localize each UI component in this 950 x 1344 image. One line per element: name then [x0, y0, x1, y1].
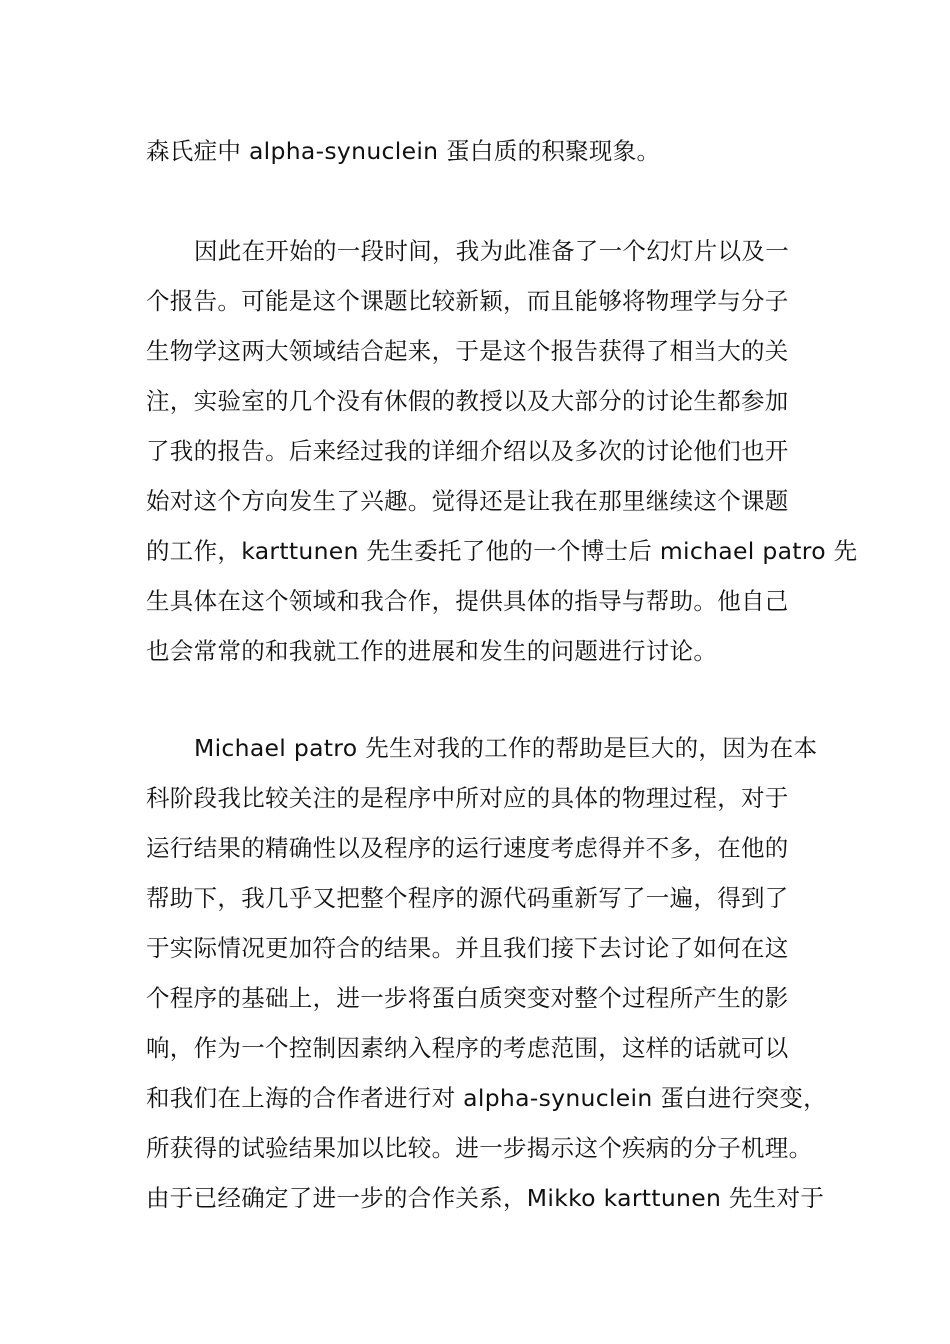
paragraph-2-line-5: 了我的报告。后来经过我的详细介绍以及多次的讨论他们也开 — [146, 437, 789, 465]
paragraph-3-line-6: 个程序的基础上，进一步将蛋白质突变对整个过程所产生的影 — [146, 984, 789, 1012]
paragraph-2-line-3: 生物学这两大领域结合起来，于是这个报告获得了相当大的关 — [146, 337, 789, 365]
paragraph-2-line-6: 始对这个方向发生了兴趣。觉得还是让我在那里继续这个课题 — [146, 487, 789, 515]
paragraph-2-line-9: 也会常常的和我就工作的进展和发生的问题进行讨论。 — [146, 637, 718, 665]
paragraph-2-line-7: 的工作，karttunen 先生委托了他的一个博士后 michael patro 先 — [146, 537, 858, 565]
paragraph-2-line-2: 个报告。可能是这个课题比较新颖，而且能够将物理学与分子 — [146, 287, 789, 315]
paragraph-3-line-10: 由于已经确定了进一步的合作关系，Mikko karttunen 先生对于 — [146, 1184, 825, 1212]
paragraph-2-line-8: 生具体在这个领域和我合作，提供具体的指导与帮助。他自己 — [146, 587, 789, 615]
paragraph-3-line-3: 运行结果的精确性以及程序的运行速度考虑得并不多，在他的 — [146, 834, 789, 862]
paragraph-2-line-4: 注，实验室的几个没有休假的教授以及大部分的讨论生都参加 — [146, 387, 789, 415]
paragraph-2-line-1: 因此在开始的一段时间，我为此准备了一个幻灯片以及一 — [194, 237, 789, 265]
paragraph-3-line-8: 和我们在上海的合作者进行对 alpha-synuclein 蛋白进行突变， — [146, 1084, 827, 1112]
paragraph-3-line-2: 科阶段我比较关注的是程序中所对应的具体的物理过程，对于 — [146, 784, 789, 812]
paragraph-3-line-7: 响，作为一个控制因素纳入程序的考虑范围，这样的话就可以 — [146, 1034, 789, 1062]
paragraph-3-line-9: 所获得的试验结果加以比较。进一步揭示这个疾病的分子机理。 — [146, 1134, 813, 1162]
paragraph-1-line-1: 森氏症中 alpha-synuclein 蛋白质的积聚现象。 — [146, 137, 661, 165]
paragraph-3-line-1: Michael patro 先生对我的工作的帮助是巨大的，因为在本 — [194, 734, 818, 762]
paragraph-3-line-4: 帮助下，我几乎又把整个程序的源代码重新写了一遍，得到了 — [146, 884, 789, 912]
paragraph-3-line-5: 于实际情况更加符合的结果。并且我们接下去讨论了如何在这 — [146, 934, 789, 962]
